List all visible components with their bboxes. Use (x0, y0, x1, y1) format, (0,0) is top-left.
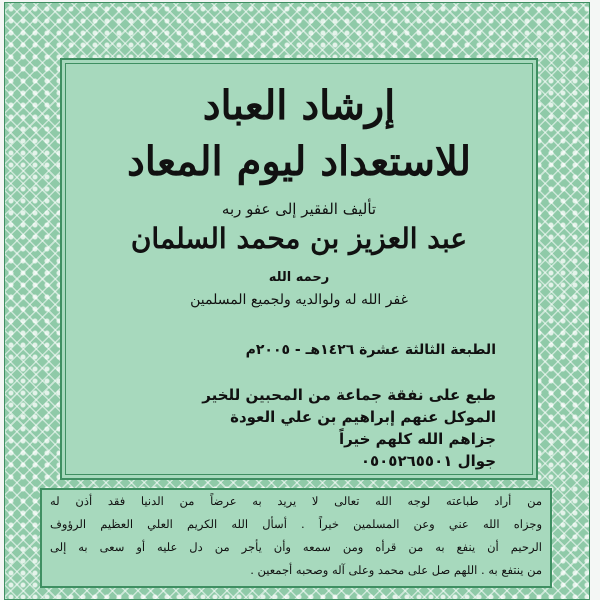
author-name: عبد العزيز بن محمد السلمان (130, 222, 468, 255)
rahimahullah-text: رحمه الله (268, 270, 330, 285)
title-panel (60, 58, 538, 480)
notice-line-4: من ينتفع به . اللهم صل على محمد وعلى آله وصحبه أجمعين . (250, 563, 542, 577)
book-title-line-1: إرشاد العباد (202, 82, 396, 129)
printing-permission-box (40, 488, 552, 588)
phone-text: جوال ٠٥٠٥٢٦٥٥٠١ (360, 452, 496, 470)
agent-text: الموكل عنهم إبراهيم بن علي العودة (230, 408, 496, 426)
thanks-text: جزاهم الله كلهم خيراً (338, 430, 496, 448)
notice-line-2: وجزاه الله عني وعن المسلمين خيراً . أسأل الله الكريم العلي العظيم الرؤوف (50, 517, 542, 531)
book-title-line-2: للاستعداد ليوم المعاد (126, 138, 472, 185)
edition-text: الطبعة الثالثة عشرة ١٤٢٦هـ - ٢٠٠٥م (245, 342, 496, 358)
printed-by-text: طبع على نفقة جماعة من المحبين للخير (202, 386, 496, 404)
notice-line-1: من أراد طباعته لوجه الله تعالى لا يريد به عرضاً من الدنيا فقد أذن له (50, 494, 542, 508)
notice-line-3: الرحيم أن ينفع به من قرأه ومن سمعه وأن يأجر من دل عليه أو سعى به إلى (50, 540, 542, 554)
prayer-text: غفر الله له ولوالديه ولجميع المسلمين (190, 292, 408, 308)
authored-by-text: تأليف الفقير إلى عفو ربه (221, 200, 377, 218)
